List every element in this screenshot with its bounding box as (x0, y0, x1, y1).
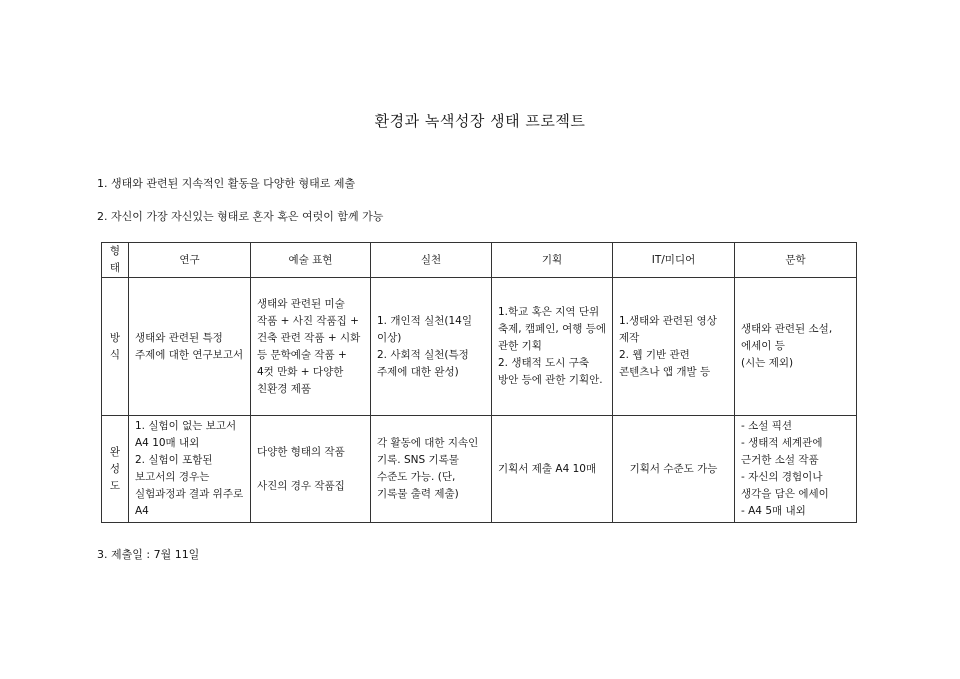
page-title: 환경과 녹색성장 생태 프로젝트 (374, 112, 586, 130)
header-corner-type: 형 태 (102, 243, 129, 278)
header-research: 연구 (129, 243, 251, 278)
table-header-row (102, 243, 857, 278)
instruction-item-3: 3. 제출일 : 7월 11일 (97, 548, 200, 561)
cell-completeness-practice: 각 활동에 대한 지속인 기록. SNS 기록물 수준도 가능. (단, 기록물 출력 제출) (371, 416, 492, 523)
cell-completeness-planning: 기획서 제출 A4 10매 (492, 416, 613, 523)
table-row-completeness (102, 416, 857, 523)
cell-method-research: 생태와 관련된 특정 주제에 대한 연구보고서 (129, 278, 251, 416)
cell-completeness-literature: - 소설 픽션 - 생태적 세계관에 근거한 소설 작품 - 자신의 경험이나 생각을 담은 에세이 - A4 5매 내외 (735, 416, 857, 523)
project-type-table (101, 242, 857, 523)
cell-method-planning: 1.학교 혹은 지역 단위 축제, 캠페인, 여행 등에 관한 기획 2. 생태적 도시 구축 방안 등에 관한 기획안. (492, 278, 613, 416)
row-label-method: 방 식 (102, 278, 129, 416)
cell-completeness-art: 다양한 형태의 작품 사진의 경우 작품집 (251, 416, 371, 523)
cell-method-practice: 1. 개인적 실천(14일 이상) 2. 사회적 실천(특정 주제에 대한 완성) (371, 278, 492, 416)
header-art-expression: 예술 표현 (251, 243, 371, 278)
cell-completeness-research: 1. 실험이 없는 보고서 A4 10매 내외 2. 실험이 포함된 보고서의 경우는 실험과정과 결과 위주로 A4 (129, 416, 251, 523)
header-practice: 실천 (371, 243, 492, 278)
cell-method-art: 생태와 관련된 미술 작품 + 사진 작품집 + 건축 관련 작품 + 시화 등 문학예술 작품 + 4컷 만화 + 다양한 친환경 제품 (251, 278, 371, 416)
instruction-item-1: 1. 생태와 관련된 지속적인 활동을 다양한 형태로 제출 (97, 177, 356, 190)
instruction-item-2: 2. 자신이 가장 자신있는 형태로 혼자 혹은 여럿이 함께 가능 (97, 210, 384, 223)
header-literature: 문학 (735, 243, 857, 278)
table-row-method (102, 278, 857, 416)
header-planning: 기획 (492, 243, 613, 278)
cell-method-it-media: 1.생태와 관련된 영상 제작 2. 웹 기반 관련 콘텐츠나 앱 개발 등 (613, 278, 735, 416)
cell-method-literature: 생태와 관련된 소설, 에세이 등 (시는 제외) (735, 278, 857, 416)
row-label-completeness: 완 성 도 (102, 416, 129, 523)
header-it-media: IT/미디어 (613, 243, 735, 278)
cell-completeness-it-media: 기획서 수준도 가능 (613, 416, 735, 523)
